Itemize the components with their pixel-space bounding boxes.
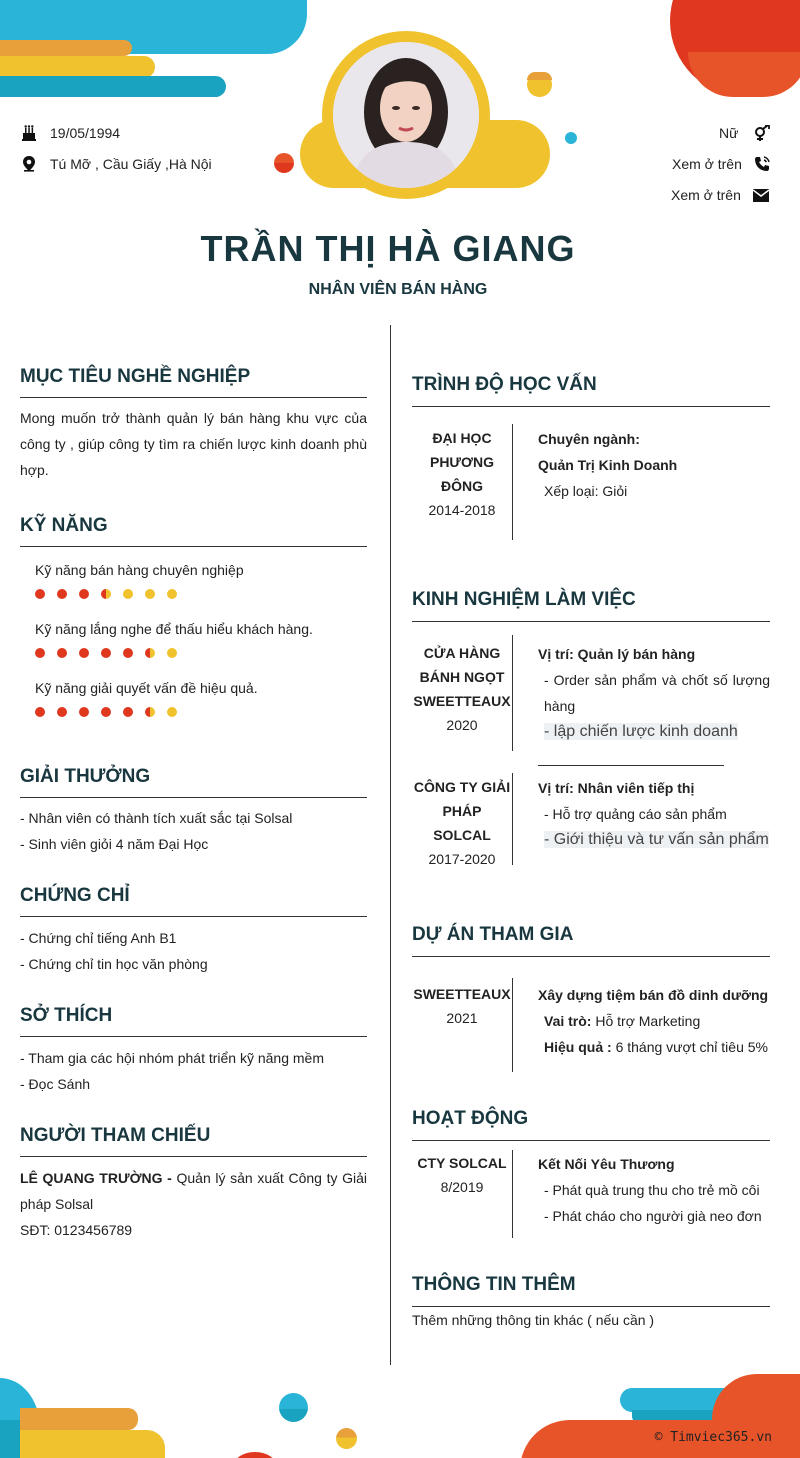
activity-vline xyxy=(512,1150,513,1238)
project-result: 6 tháng vượt chỉ tiêu 5% xyxy=(615,1039,768,1055)
project-role: Hỗ trợ Marketing xyxy=(595,1013,701,1029)
awards-title: GIẢI THƯỞNG xyxy=(20,766,151,787)
job-company: CỬA HÀNG BÁNH NGỌT SWEETTEAUX xyxy=(413,645,511,709)
job-separator xyxy=(538,765,724,766)
objective-title: MỤC TIÊU NGHỀ NGHIỆP xyxy=(20,366,251,387)
avatar-photo-icon xyxy=(333,42,479,188)
rating-dot xyxy=(79,707,89,717)
candidate-name: TRẦN THỊ HÀ GIANG xyxy=(200,228,576,269)
rating-dot xyxy=(145,707,155,717)
rating-dot xyxy=(123,648,133,658)
objective-rule xyxy=(20,397,367,398)
reference-title: NGƯỜI THAM CHIẾU xyxy=(20,1125,211,1146)
more-info-text: Thêm những thông tin khác ( nếu cần ) xyxy=(412,1312,655,1328)
rating-dot xyxy=(35,648,45,658)
red-small-dot xyxy=(274,153,294,173)
rating-dot xyxy=(123,707,133,717)
reference-name: LÊ QUANG TRƯỜNG - xyxy=(20,1170,172,1186)
certs-title: CHỨNG CHỈ xyxy=(20,885,130,906)
experience-title: KINH NGHIỆM LÀM VIỆC xyxy=(412,589,636,610)
rating-dot xyxy=(79,589,89,599)
phone-row xyxy=(672,156,770,172)
reference-text xyxy=(20,1165,367,1217)
more-info-rule xyxy=(412,1306,770,1307)
major-label: Chuyên ngành: xyxy=(538,431,640,447)
rating-dot xyxy=(57,648,67,658)
job-details xyxy=(538,641,770,745)
address-row xyxy=(22,156,212,172)
project-org-block xyxy=(412,982,512,1030)
job-vline xyxy=(512,773,513,865)
activity-org: CTY SOLCAL xyxy=(417,1155,507,1171)
rating-dot xyxy=(35,589,45,599)
rating-dot xyxy=(123,589,133,599)
job-company-block xyxy=(412,641,512,737)
rating-dot xyxy=(101,589,111,599)
rating-dot xyxy=(101,707,111,717)
education-vline xyxy=(512,424,513,540)
activity-date: 8/2019 xyxy=(440,1179,484,1195)
hobby-item: - Đọc Sánh xyxy=(20,1076,91,1092)
bottom-left-orange-band xyxy=(20,1408,138,1430)
awards-rule xyxy=(20,797,367,798)
rating-dot xyxy=(101,648,111,658)
bottom-left-teal-cover xyxy=(0,1420,20,1458)
column-divider xyxy=(390,325,391,1365)
job-task: - Hỗ trợ quảng cáo sản phẩm xyxy=(544,806,727,822)
activity-org-block xyxy=(412,1151,512,1199)
education-school-block xyxy=(412,426,512,522)
job-title: NHÂN VIÊN BÁN HÀNG xyxy=(308,281,488,298)
hobbies-title: SỞ THÍCH xyxy=(20,1005,113,1026)
phone-icon xyxy=(754,156,770,172)
rating-dot xyxy=(57,707,67,717)
activities-title: HOẠT ĐỘNG xyxy=(412,1108,529,1129)
job-position: Vị trí: Nhân viên tiếp thị xyxy=(538,780,695,796)
project-org: SWEETTEAUX xyxy=(413,986,511,1002)
blue-small-dot xyxy=(565,132,577,144)
top-left-yellow-band xyxy=(0,56,155,78)
avatar xyxy=(333,42,479,188)
skill-rating xyxy=(35,589,177,599)
activities-rule xyxy=(412,1140,770,1141)
watermark: © Timviec365.vn xyxy=(654,1430,772,1445)
email-row xyxy=(671,187,769,203)
skill-rating xyxy=(35,648,177,658)
award-item: - Sinh viên giỏi 4 năm Đại Học xyxy=(20,836,209,852)
gender-text: Nữ xyxy=(719,125,739,141)
rating-dot xyxy=(145,648,155,658)
projects-rule xyxy=(412,956,770,957)
education-details xyxy=(538,426,770,504)
location-pin-icon xyxy=(22,156,36,172)
hobby-item: - Tham gia các hội nhóm phát triển kỹ năng mềm xyxy=(20,1050,325,1066)
major-name: Quản Trị Kinh Doanh xyxy=(538,457,678,473)
reference-role: Quản lý sản xuất Công ty Giải pháp Solsal xyxy=(20,1170,367,1212)
cert-item: - Chứng chỉ tin học văn phòng xyxy=(20,956,208,972)
rating-dot xyxy=(145,589,155,599)
job-position: Vị trí: Quản lý bán hàng xyxy=(538,646,696,662)
bottom-yellow-dot xyxy=(336,1428,357,1449)
job-task: - Giới thiệu và tư vấn sản phẩm xyxy=(544,831,769,848)
top-left-teal-band xyxy=(0,76,226,97)
top-left-orange-band xyxy=(0,40,132,56)
orange-half-dot xyxy=(527,72,552,80)
experience-rule xyxy=(412,621,770,622)
job-company: CÔNG TY GIẢI PHÁP SOLCAL xyxy=(413,779,511,843)
certs-rule xyxy=(20,916,367,917)
objective-text: Mong muốn trở thành quản lý bán hàng khu vực của công ty , giúp công ty tìm ra chiến lược kinh doanh phù hợp. xyxy=(20,410,367,478)
top-right-orange-cap xyxy=(688,52,800,97)
rating-dot xyxy=(57,589,67,599)
project-role-label: Vai trò: xyxy=(544,1013,592,1029)
project-details xyxy=(538,982,778,1060)
education-title: TRÌNH ĐỘ HỌC VẤN xyxy=(412,374,597,395)
phone-text[interactable]: Xem ở trên xyxy=(672,156,742,172)
job-years: 2017-2020 xyxy=(428,851,496,867)
job-vline xyxy=(512,635,513,751)
school-name: ĐẠI HỌC PHƯƠNG ĐÔNG xyxy=(429,430,494,494)
birthday-text: 19/05/1994 xyxy=(50,125,121,141)
rating-dot xyxy=(167,648,177,658)
bottom-left-yellow-band xyxy=(20,1430,165,1458)
skill-label: Kỹ năng lắng nghe để thấu hiểu khách hàng. xyxy=(35,621,313,637)
bottom-blue-dot xyxy=(279,1393,308,1422)
project-year: 2021 xyxy=(446,1010,478,1026)
skill-rating xyxy=(35,707,177,717)
job-details xyxy=(538,775,770,853)
project-vline xyxy=(512,978,513,1072)
education-years: 2014-2018 xyxy=(428,502,496,518)
job-company-block xyxy=(412,775,512,871)
email-text[interactable]: Xem ở trên xyxy=(671,187,741,203)
projects-title: DỰ ÁN THAM GIA xyxy=(412,924,574,945)
job-years: 2020 xyxy=(446,717,478,733)
birthday-row xyxy=(22,125,120,141)
gender-icon xyxy=(754,125,770,141)
more-info-title: THÔNG TIN THÊM xyxy=(412,1274,576,1295)
job-task: - lập chiến lược kinh doanh xyxy=(544,723,738,740)
reference-rule xyxy=(20,1156,367,1157)
rating-dot xyxy=(35,707,45,717)
gender-row xyxy=(719,125,770,141)
job-task: - Order sản phẩm và chốt số lượng hàng xyxy=(544,672,770,714)
project-name: Xây dựng tiệm bán đồ dinh dưỡng xyxy=(538,987,769,1003)
rating-dot xyxy=(167,707,177,717)
activity-details xyxy=(538,1151,778,1229)
activity-item: - Phát quà trung thu cho trẻ mồ côi xyxy=(544,1182,760,1198)
activity-item: - Phát cháo cho người già neo đơn xyxy=(544,1208,762,1224)
bottom-red-arc xyxy=(233,1452,277,1458)
cake-icon xyxy=(22,125,36,141)
rating-dot xyxy=(79,648,89,658)
address-text: Tú Mỡ , Cầu Giấy ,Hà Nội xyxy=(50,156,212,172)
rating-dot xyxy=(167,589,177,599)
envelope-icon xyxy=(753,189,769,202)
reference-phone: SĐT: 0123456789 xyxy=(20,1222,133,1238)
education-rule xyxy=(412,406,770,407)
award-item: - Nhân viên có thành tích xuất sắc tại Solsal xyxy=(20,810,293,826)
skill-label: Kỹ năng giải quyết vấn đề hiệu quả. xyxy=(35,680,258,696)
hobbies-rule xyxy=(20,1036,367,1037)
activity-name: Kết Nối Yêu Thương xyxy=(538,1156,675,1172)
skill-label: Kỹ năng bán hàng chuyên nghiệp xyxy=(35,562,244,578)
cert-item: - Chứng chỉ tiếng Anh B1 xyxy=(20,930,177,946)
project-result-label: Hiệu quả : xyxy=(544,1039,612,1055)
skills-title: KỸ NĂNG xyxy=(20,515,108,536)
grade: Xếp loại: Giỏi xyxy=(544,483,628,499)
skills-rule xyxy=(20,546,367,547)
